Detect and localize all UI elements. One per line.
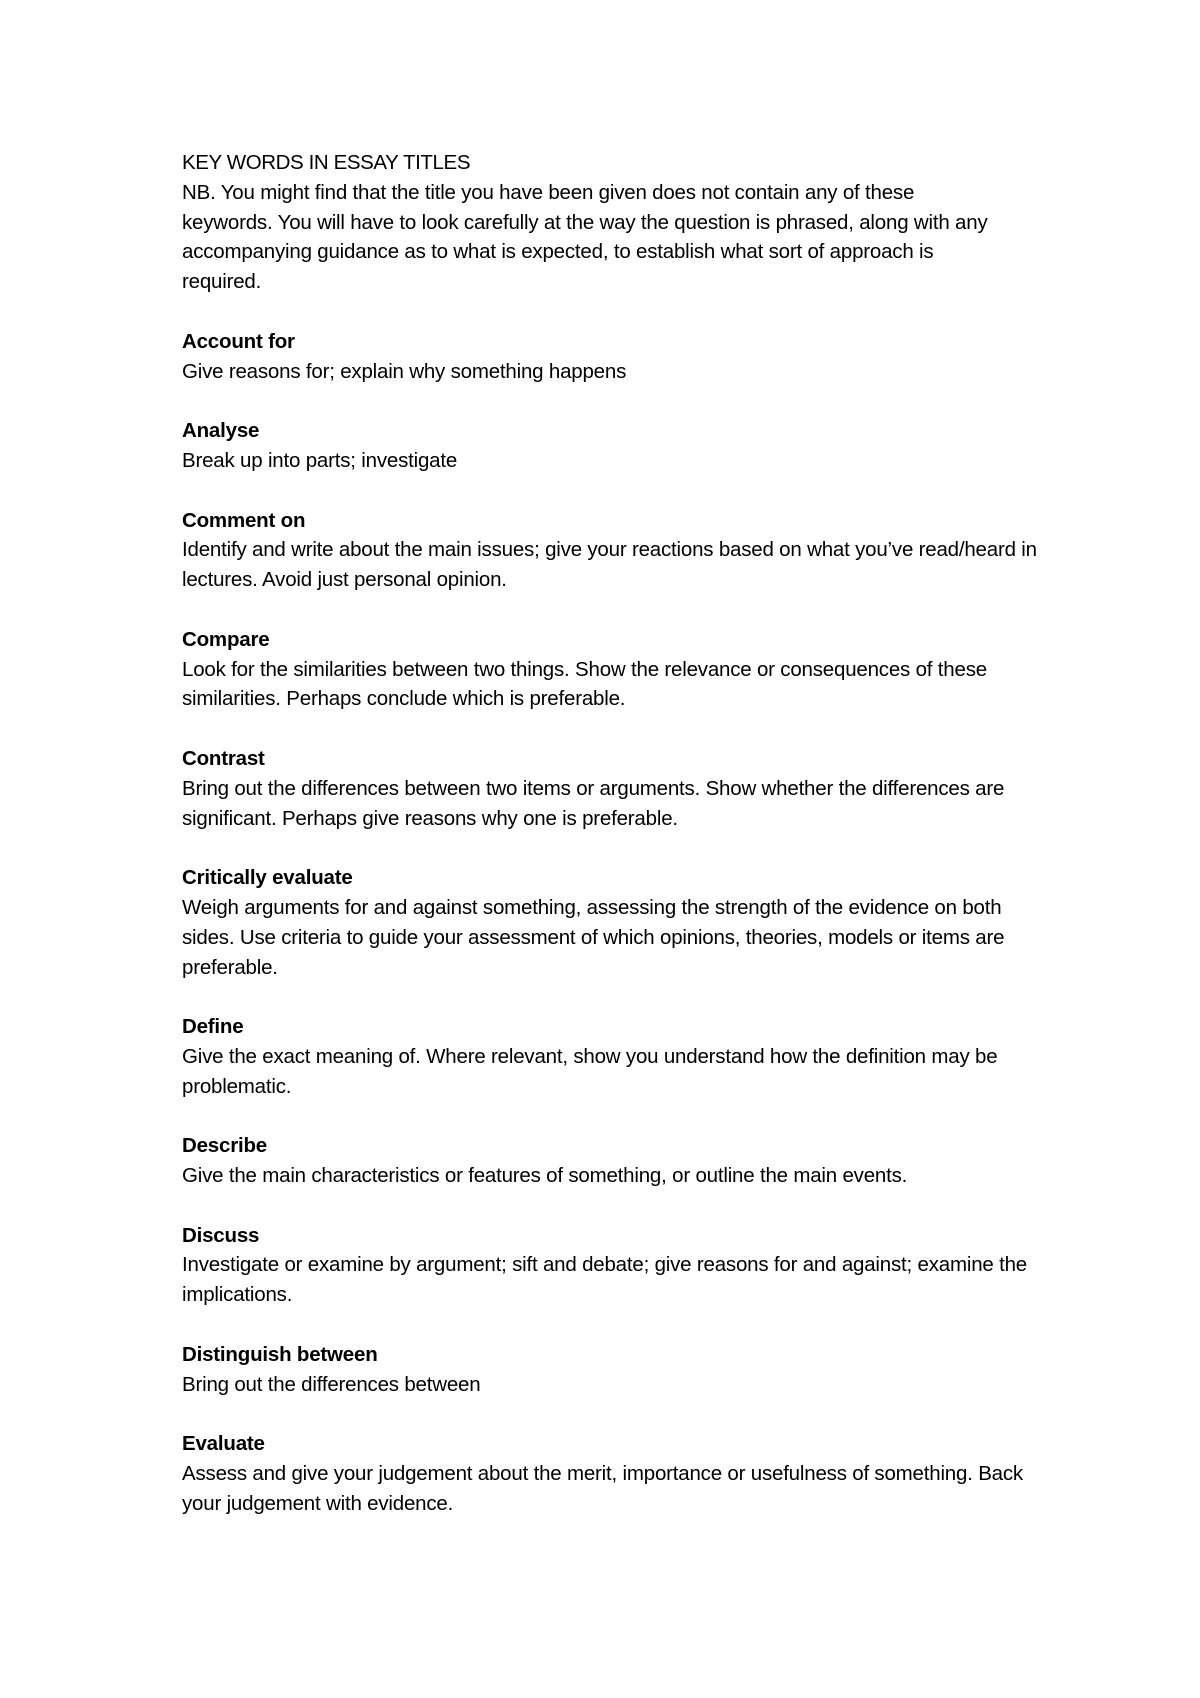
keyword-definition: Give reasons for; explain why something happens	[182, 359, 627, 383]
keyword-term: Distinguish between	[182, 1342, 378, 1366]
keyword-entry	[182, 1012, 1042, 1101]
keyword-entry	[182, 625, 1042, 714]
keyword-entry	[182, 1221, 1042, 1310]
keyword-definition: Investigate or examine by argument; sift and debate; give reasons for and against; examine the implications.	[182, 1253, 1027, 1307]
keyword-definition: Give the exact meaning of. Where relevant, show you understand how the definition may be problematic.	[182, 1044, 998, 1098]
keyword-term: Comment on	[182, 508, 306, 532]
keyword-entry	[182, 416, 1042, 476]
keyword-definition: Look for the similarities between two things. Show the relevance or consequences of these similarities. Perhaps conclude which is preferable.	[182, 657, 987, 711]
keyword-definition: Identify and write about the main issues; give your reactions based on what you’ve read/heard in lectures. Avoid just personal opinion.	[182, 538, 1037, 592]
keyword-term: Contrast	[182, 746, 265, 770]
keyword-definition: Break up into parts; investigate	[182, 448, 458, 472]
keyword-term: Evaluate	[182, 1432, 265, 1456]
keyword-term: Compare	[182, 627, 270, 651]
keyword-term: Discuss	[182, 1223, 260, 1247]
document-title: KEY WORDS IN ESSAY TITLES	[182, 151, 471, 174]
keyword-definition: Give the main characteristics or features of something, or outline the main events.	[182, 1164, 908, 1188]
document-body	[182, 148, 1042, 1519]
keyword-entry	[182, 1340, 1042, 1400]
keyword-term: Define	[182, 1015, 244, 1039]
keyword-entry	[182, 1429, 1042, 1518]
keyword-entry	[182, 506, 1042, 595]
intro-paragraph: NB. You might find that the title you have been given does not contain any of these keywords. You will have to look carefully at the way the question is phrased, along with any accompanying guidance as to what is expected, to establish what sort of approach is required.	[182, 180, 988, 294]
keyword-entry	[182, 863, 1042, 982]
keyword-definition: Bring out the differences between two items or arguments. Show whether the differences are significant. Perhaps give reasons why one is preferable.	[182, 776, 1005, 830]
keyword-definition: Bring out the differences between	[182, 1372, 481, 1396]
keyword-term: Critically evaluate	[182, 866, 353, 890]
keyword-entry	[182, 744, 1042, 833]
keyword-term: Account for	[182, 329, 295, 353]
keyword-entry	[182, 1131, 1042, 1191]
keyword-definition: Assess and give your judgement about the merit, importance or usefulness of something. Back your judgement with evidence.	[182, 1462, 1023, 1515]
keyword-definition: Weigh arguments for and against something, assessing the strength of the evidence on both sides. Use criteria to guide your assessment of which opinions, theories, models or items are preferable.	[182, 895, 1005, 979]
keyword-term: Describe	[182, 1134, 268, 1158]
keyword-entry	[182, 327, 1042, 387]
keyword-term: Analyse	[182, 419, 260, 443]
